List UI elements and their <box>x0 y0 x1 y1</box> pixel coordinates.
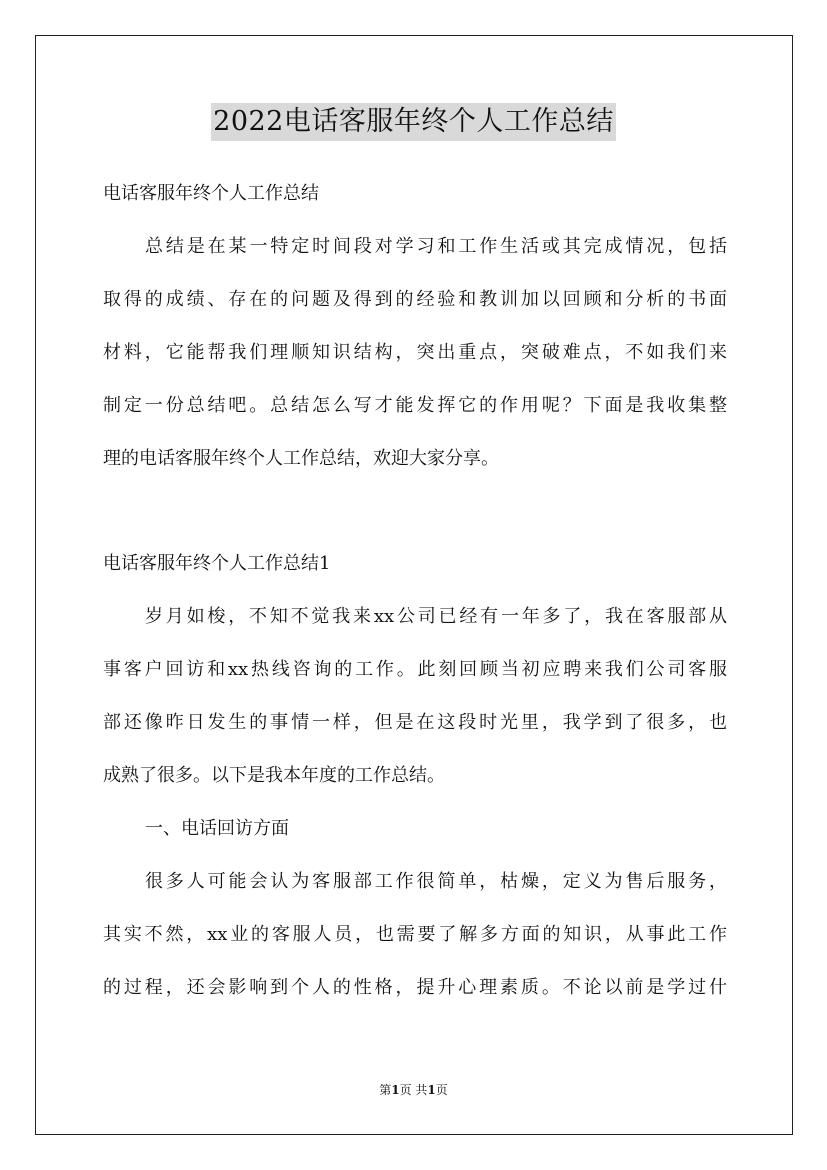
paragraph-line: 部还像昨日发生的事情一样，但是在这段时光里，我学到了很多，也 <box>103 712 727 733</box>
document-title: 2022电话客服年终个人工作总结 <box>211 103 616 141</box>
paragraph-line: 理的电话客服年终个人工作总结，欢迎大家分享。 <box>103 448 499 469</box>
section-heading: 电话客服年终个人工作总结 <box>103 183 319 204</box>
page-footer <box>0 1081 827 1099</box>
footer-current-page: 1 <box>391 1083 400 1097</box>
paragraph-line: 其实不然，xx业的客服人员，也需要了解多方面的知识，从事此工作 <box>103 924 727 945</box>
title-container <box>0 103 827 141</box>
footer-prefix: 第 <box>379 1083 392 1097</box>
document-body <box>103 176 727 1006</box>
paragraph-line: 取得的成绩、存在的问题及得到的经验和教训加以回顾和分析的书面 <box>103 289 727 310</box>
paragraph-line: 很多人可能会认为客服部工作很简单，枯燥，定义为售后服务， <box>145 871 727 892</box>
paragraph-line: 制定一份总结吧。总结怎么写才能发挥它的作用呢？下面是我收集整 <box>103 395 727 416</box>
section-heading: 电话客服年终个人工作总结1 <box>103 553 331 574</box>
subsection-heading: 一、电话回访方面 <box>145 818 289 839</box>
paragraph-line: 的过程，还会影响到个人的性格，提升心理素质。不论以前是学过什 <box>103 977 727 998</box>
footer-suffix: 页 <box>435 1083 448 1097</box>
footer-total-pages: 1 <box>427 1083 436 1097</box>
paragraph-line: 材料，它能帮我们理顺知识结构，突出重点，突破难点，不如我们来 <box>103 342 727 363</box>
paragraph-line: 事客户回访和xx热线咨询的工作。此刻回顾当初应聘来我们公司客服 <box>103 659 727 680</box>
footer-mid: 页 共 <box>399 1083 428 1097</box>
paragraph-line: 总结是在某一特定时间段对学习和工作生活或其完成情况，包括 <box>145 236 727 257</box>
paragraph-line: 成熟了很多。以下是我本年度的工作总结。 <box>103 765 445 786</box>
paragraph-line: 岁月如梭，不知不觉我来xx公司已经有一年多了，我在客服部从 <box>145 606 727 627</box>
